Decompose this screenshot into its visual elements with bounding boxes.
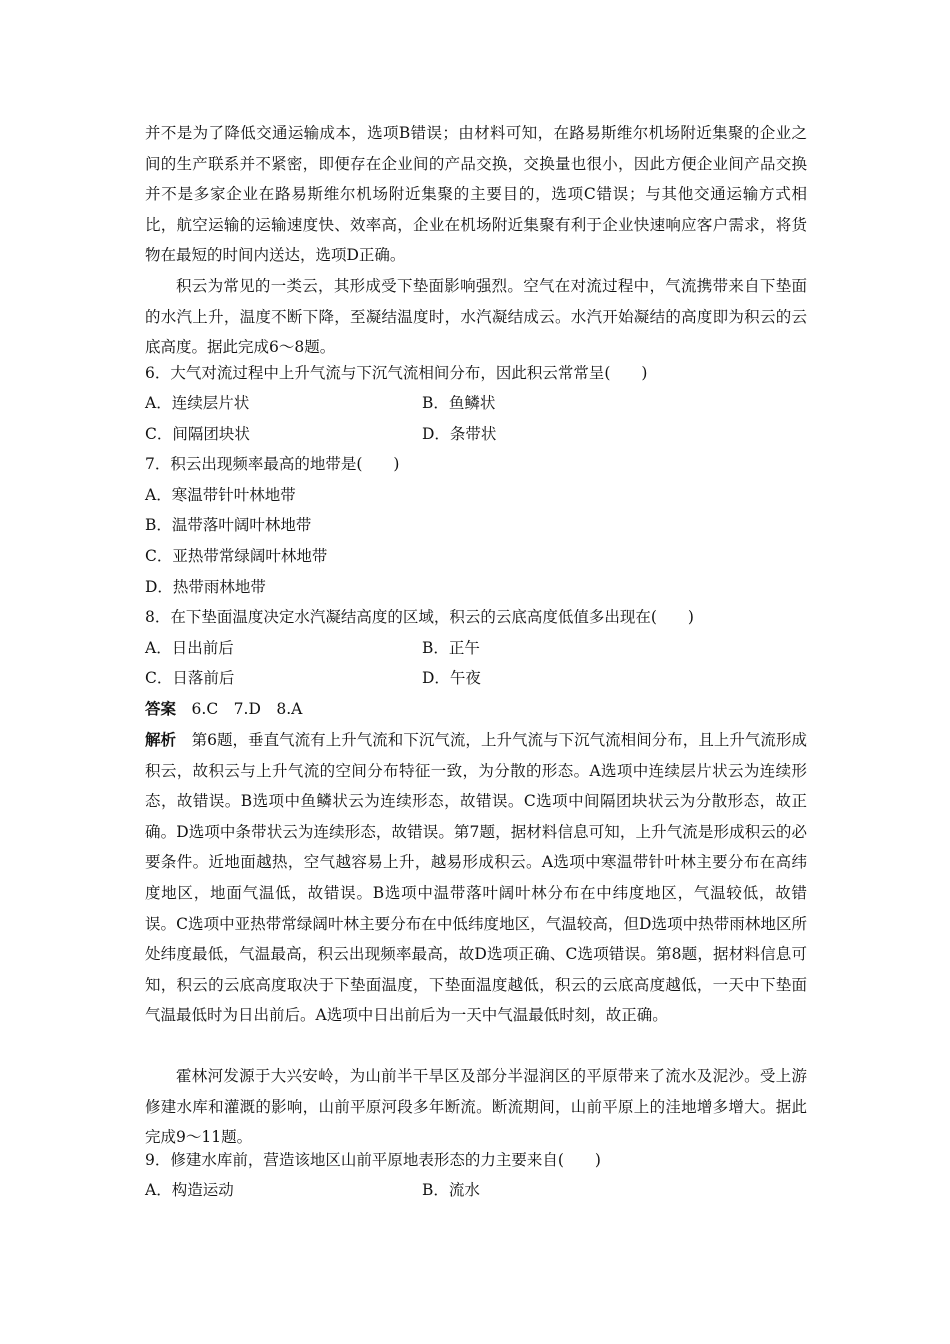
analysis-text: 第6题，垂直气流有上升气流和下沉气流，上升气流与下沉气流相间分布，且上升气流形成积云，故积云与上升气流的空间分布特征一致，为分散的形态。A选项中连续层片状云为连续形态，故错误。B选项中鱼鳞状云为连续形态，故错误。C选项中间隔团块状云为分散形态，故正确。D选项中条带状云为连续形态，故错误。第7题，据材料信息可知，上升气流是形成积云的必要条件。近地面越热，空气越容易上升，越易形成积云。A选项中寒温带针叶林主要分布在高纬度地区，地面气温低，故错误。B选项中温带落叶阔叶林分布在中纬度地区，气温较低，故错误。C选项中亚热带常绿阔叶林主要分布在中低纬度地区，气温较高，但D选项中热带雨林地区所处纬度最低，气温最高，积云出现频率最高，故D选项正确、C选项错误。第8题，据材料信息可知，积云的云底高度取决于下垫面温度，下垫面温度越低，积云的云底高度越低，一天中下垫面气温最低时为日出前后。A选项中日出前后为一天中气温最低时刻，故正确。 <box>145 731 807 1025</box>
answer-label: 答案 <box>145 699 177 718</box>
question-8-option-a: A．日出前后 <box>145 639 234 657</box>
material-paragraph-clouds: 积云为常见的一类云，其形成受下垫面影响强烈。空气在对流过程中，气流携带来自下垫面的水汽上升，温度不断下降，至凝结温度时，水汽凝结成云。水汽开始凝结的高度即为积云的云底高度。据此完成6～8题。 <box>145 277 807 357</box>
question-8-option-b: B．正午 <box>422 639 480 657</box>
question-7-option-b: B．温带落叶阔叶林地带 <box>145 516 312 534</box>
analysis-paragraph <box>145 725 807 1031</box>
analysis-label: 解析 <box>145 730 177 749</box>
question-6-option-c: C．间隔团块状 <box>145 425 250 443</box>
question-7-option-c: C．亚热带常绿阔叶林地带 <box>145 547 328 565</box>
answer-text: 6.C 7.D 8.A <box>191 700 303 718</box>
question-6-stem: 6．大气对流过程中上升气流与下沉气流相间分布，因此积云常常呈( ) <box>145 364 648 382</box>
question-8-option-d: D．午夜 <box>422 669 481 687</box>
question-7-stem: 7．积云出现频率最高的地带是( ) <box>145 455 400 473</box>
material-paragraph-river: 霍林河发源于大兴安岭，为山前半干旱区及部分半湿润区的平原带来了流水及泥沙。受上游修建水库和灌溉的影响，山前平原河段多年断流。断流期间，山前平原上的洼地增多增大。据此完成9～11题。 <box>145 1067 807 1147</box>
question-6-option-a: A．连续层片状 <box>145 394 250 412</box>
answer-line <box>145 694 302 725</box>
intro-paragraph: 并不是为了降低交通运输成本，选项B错误；由材料可知，在路易斯维尔机场附近集聚的企业之间的生产联系并不紧密，即便存在企业间的产品交换，交换量也很小，因此方便企业间产品交换并不是多家企业在路易斯维尔机场附近集聚的主要目的，选项C错误；与其他交通运输方式相比，航空运输的运输速度快、效率高，企业在机场附近集聚有利于企业快速响应客户需求，将货物在最短的时间内送达，选项D正确。 <box>145 124 807 265</box>
question-6-option-d: D．条带状 <box>422 425 497 443</box>
question-9-option-b: B．流水 <box>422 1181 480 1199</box>
question-9-stem: 9．修建水库前，营造该地区山前平原地表形态的力主要来自( ) <box>145 1151 601 1169</box>
question-6-option-b: B．鱼鳞状 <box>422 394 496 412</box>
question-7-option-a: A．寒温带针叶林地带 <box>145 486 296 504</box>
question-8-option-c: C．日落前后 <box>145 669 235 687</box>
question-9-option-a: A．构造运动 <box>145 1181 234 1199</box>
question-8-stem: 8．在下垫面温度决定水汽凝结高度的区域，积云的云底高度低值多出现在( ) <box>145 608 694 626</box>
question-7-option-d: D．热带雨林地带 <box>145 578 266 596</box>
